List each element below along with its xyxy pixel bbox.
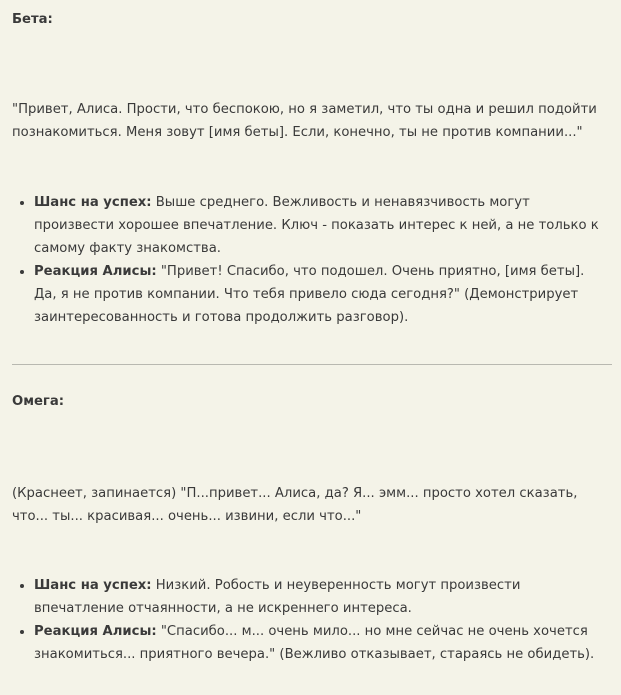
beta-success-label: Шанс на успех: bbox=[34, 195, 152, 210]
omega-reaction-label: Реакция Алисы: bbox=[34, 624, 157, 639]
beta-quote: "Привет, Алиса. Прости, что беспокою, но я заметил, что ты одна и решил подойти познакомиться. Меня зовут [имя беты]. Если, конечно, ты не против компании..." bbox=[12, 102, 597, 140]
omega-success-text: Низкий. Робость и неуверенность могут произвести впечатление отчаянности, а не искреннего интереса. bbox=[34, 578, 521, 616]
beta-reaction-item bbox=[34, 260, 611, 329]
omega-heading: Омега: bbox=[12, 394, 64, 409]
beta-success-text: Выше среднего. Вежливость и ненавязчивость могут произвести хорошее впечатление. Ключ - показать интерес к ней, а не только к самому факту знакомства. bbox=[34, 195, 599, 256]
beta-success-item bbox=[34, 191, 611, 260]
beta-reaction-label: Реакция Алисы: bbox=[34, 264, 157, 279]
omega-success-label: Шанс на успех: bbox=[34, 578, 152, 593]
omega-reaction-item bbox=[34, 620, 611, 666]
omega-quote: (Краснеет, запинается) "П...привет... Алиса, да? Я... эмм... просто хотел сказать, что... ты... красивая... очень... извини, если что..." bbox=[12, 486, 578, 524]
beta-reaction-text: "Привет! Спасибо, что подошел. Очень приятно, [имя беты]. Да, я не против компании. Что тебя привело сюда сегодня?" (Демонстрирует заинтересованность и готова продолжить разговор). bbox=[34, 264, 585, 325]
omega-success-item bbox=[34, 574, 611, 620]
omega-list bbox=[12, 574, 611, 666]
beta-list bbox=[12, 191, 611, 329]
beta-heading: Бета: bbox=[12, 12, 53, 27]
section-divider bbox=[12, 364, 612, 365]
omega-reaction-text: "Спасибо... м... очень мило... но мне сейчас не очень хочется знакомиться... приятного вечера." (Вежливо отказывает, стараясь не обидеть). bbox=[34, 624, 595, 662]
